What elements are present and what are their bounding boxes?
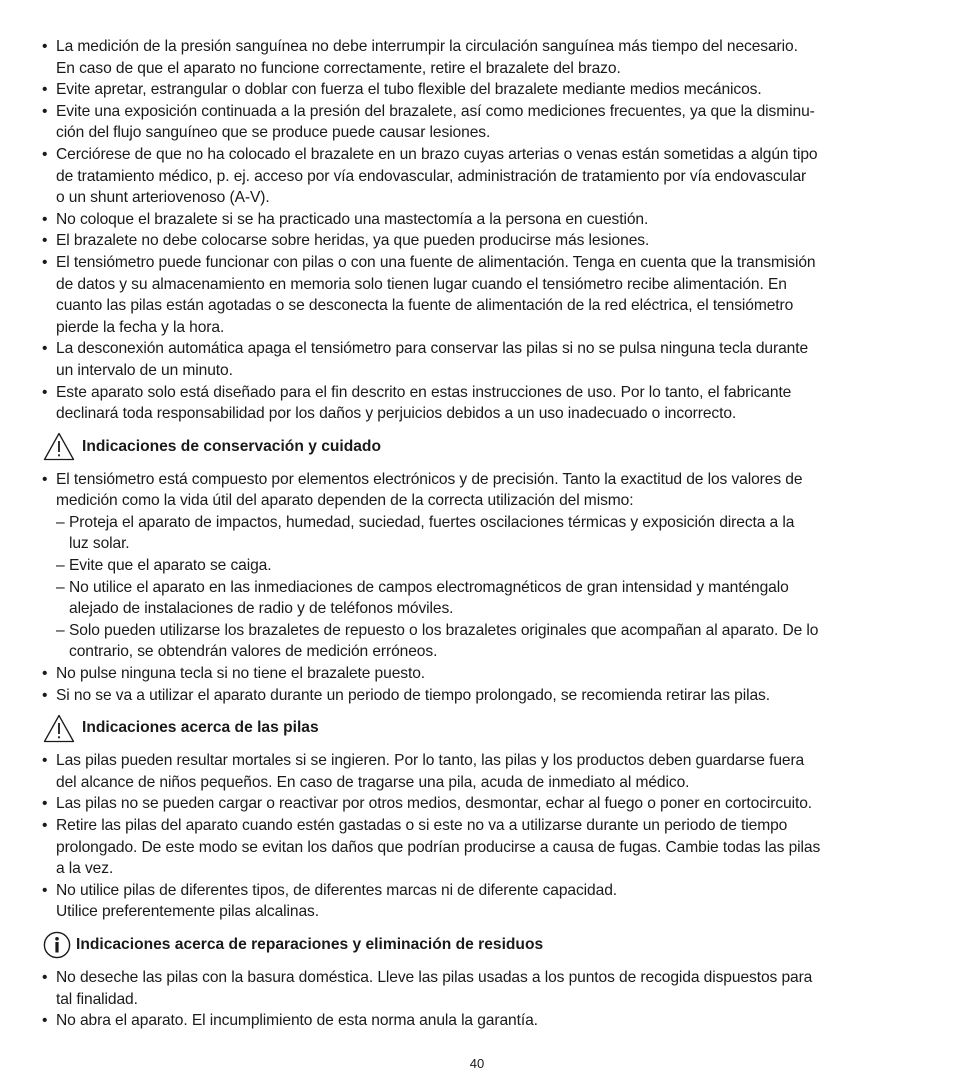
text-line: de datos y su almacenamiento en memoria solo tienen lugar cuando el tensiómetro recibe alimentación. En [56,275,787,293]
list-item [42,1010,918,1032]
section-title: Indicaciones acerca de las pilas [82,719,319,737]
text-line: medición como la vida útil del aparato dependen de la correcta utilización del mismo: [56,492,634,510]
info-circle-icon [42,929,72,961]
text-line: cuanto las pilas están agotadas o se desconecta la fuente de alimentación de la red eléctrica, el tensiómetro [56,297,794,315]
text-line: En caso de que el aparato no funcione correctamente, retire el brazalete del brazo. [56,59,621,77]
text-line: – Evite que el aparato se caiga. [69,557,272,575]
text-line: tal finalidad. [56,990,138,1008]
care-list-extra [42,663,918,706]
list-item [42,815,918,880]
list-item [42,230,918,252]
text-line: ción del flujo sanguíneo que se produce puede causar lesiones. [56,124,491,142]
text-line: – Proteja el aparato de impactos, humedad, suciedad, fuertes oscilaciones térmicas y exposición directa a la [69,513,795,531]
text-line: – Solo pueden utilizarse los brazaletes de repuesto o los brazaletes originales que acompañan al aparato. De lo [69,621,819,639]
section-heading-care [42,431,918,463]
text-line: o un shunt arteriovenoso (A-V). [56,189,270,207]
text-line: • Las pilas pueden resultar mortales si se ingieren. Por lo tanto, las pilas y los productos deben guardarse fuera [56,752,805,770]
list-item [42,144,918,209]
text-line: • Las pilas no se pueden cargar o reactivar por otros medios, desmontar, echar al fuego o poner en cortocircuito. [56,795,813,813]
text-line: • Cerciórese de que no ha colocado el brazalete en un brazo cuyas arterias o venas están sometidas a algún tipo [56,145,818,163]
list-item [42,338,918,381]
list-item [42,880,918,923]
warning-triangle-icon [42,712,76,744]
safety-list [42,36,918,425]
text-line: • No pulse ninguna tecla si no tiene el brazalete puesto. [56,665,426,683]
text-line: • No deseche las pilas con la basura doméstica. Lleve las pilas usadas a los puntos de recogida dispuestos para [56,968,813,986]
text-line: • Si no se va a utilizar el aparato durante un periodo de tiempo prolongado, se recomienda retirar las pilas. [56,686,770,704]
text-line: luz solar. [69,535,130,553]
list-item [42,750,918,793]
text-line: – No utilice el aparato en las inmediaciones de campos electromagnéticos de gran intensidad y manténgalo [69,578,789,596]
text-line: un intervalo de un minuto. [56,361,233,379]
list-item [42,793,918,815]
page-number: 40 [469,1056,485,1071]
text-line: • Evite una exposición continuada a la presión del brazalete, así como mediciones frecuentes, ya que la disminu- [56,102,815,120]
text-line: de tratamiento médico, p. ej. acceso por vía endovascular, administración de tratamiento por vía endovascular [56,167,807,185]
section-title: Indicaciones acerca de reparaciones y eliminación de residuos [76,935,544,953]
list-item [42,382,918,425]
text-line: • No utilice pilas de diferentes tipos, de diferentes marcas ni de diferente capacidad. [56,881,618,899]
care-list [42,469,918,512]
repairs-list [42,967,918,1032]
text-line: Utilice preferentemente pilas alcalinas. [56,903,319,921]
care-sublist [42,512,918,663]
text-line: alejado de instalaciones de radio y de teléfonos móviles. [69,600,454,618]
warning-triangle-icon [42,431,76,463]
text-line: • Retire las pilas del aparato cuando estén gastadas o si este no va a utilizarse durante un periodo de tiempo [56,817,788,834]
text-line: • El tensiómetro está compuesto por elementos electrónicos y de precisión. Tanto la exactitud de los valores de [56,470,803,488]
text-line: pierde la fecha y la hora. [56,318,225,336]
list-item [42,555,918,577]
list-item [42,620,918,663]
text-line: a la vez. [56,860,114,878]
list-item [42,469,918,512]
document-page [42,36,918,1032]
batteries-list [42,750,918,923]
text-line: • La medición de la presión sanguínea no debe interrumpir la circulación sanguínea más tiempo del necesario. [56,38,798,55]
text-line: • El tensiómetro puede funcionar con pilas o con una fuente de alimentación. Tenga en cuenta que la transmisión [56,253,816,271]
text-line: • No coloque el brazalete si se ha practicado una mastectomía a la persona en cuestión. [56,210,649,228]
list-item [42,512,918,555]
section-title: Indicaciones de conservación y cuidado [82,437,381,455]
list-item [42,663,918,685]
text-line: • Evite apretar, estrangular o doblar con fuerza el tubo flexible del brazalete mediante medios mecánicos. [56,81,762,99]
list-item [42,79,918,101]
list-item [42,252,918,338]
text-line: • El brazalete no debe colocarse sobre heridas, ya que pueden producirse más lesiones. [56,232,650,250]
text-line: declinará toda responsabilidad por los daños y perjuicios debidos a un uso inadecuado o incorrecto. [56,405,737,423]
list-item [42,577,918,620]
text-line: • Este aparato solo está diseñado para el fin descrito en estas instrucciones de uso. Por lo tanto, el fabricante [56,383,792,401]
list-item [42,36,918,79]
section-heading-batteries [42,712,918,744]
text-line: del alcance de niños pequeños. En caso de tragarse una pila, acuda de inmediato al médico. [56,773,690,791]
text-line: contrario, se obtendrán valores de medición erróneos. [69,643,438,661]
section-heading-repairs [42,929,918,961]
text-line: • La desconexión automática apaga el tensiómetro para conservar las pilas si no se pulsa ninguna tecla durante [56,340,809,358]
list-item [42,685,918,707]
text-line: • No abra el aparato. El incumplimiento de esta norma anula la garantía. [56,1012,538,1030]
list-item [42,101,918,144]
list-item [42,209,918,231]
list-item [42,967,918,1010]
text-line: prolongado. De este modo se evitan los daños que podrían producirse a causa de fugas. Cambie todas las pilas [56,838,821,856]
